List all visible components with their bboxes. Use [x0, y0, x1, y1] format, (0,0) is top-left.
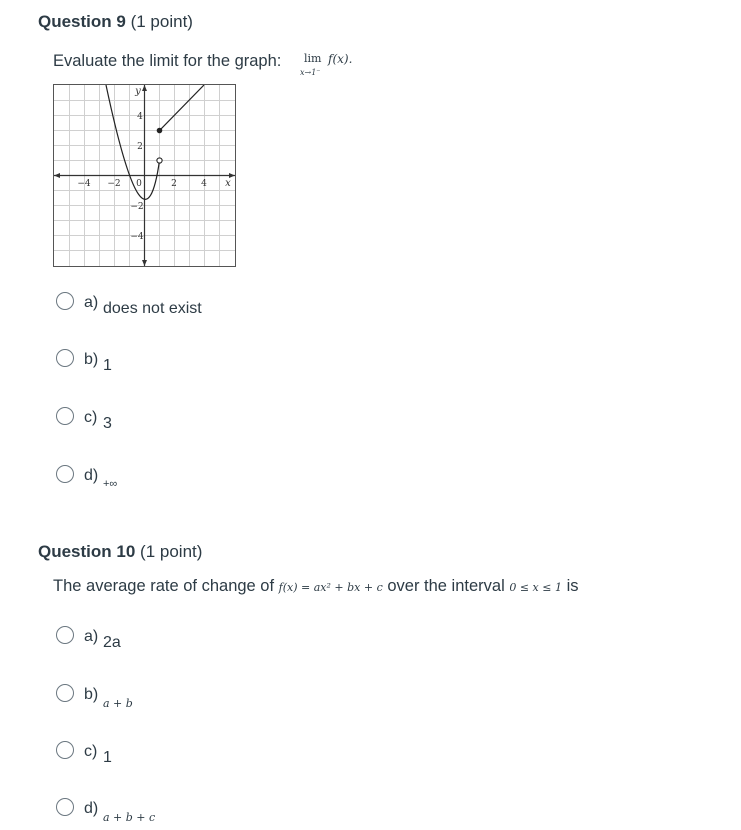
q9-option-d-text: +∞ [103, 478, 118, 490]
q10-prompt-before: The average rate of change of [53, 577, 275, 595]
limit-lim: lim [304, 52, 322, 65]
q10-option-a-letter: a) [84, 628, 99, 645]
q10-option-a[interactable] [56, 626, 356, 652]
q9-option-a-letter: a) [84, 294, 99, 311]
y-axis-label: y [135, 86, 141, 97]
q10-option-d-radio[interactable] [56, 798, 74, 816]
x-tick-neg2: −2 [107, 179, 121, 189]
y-tick-neg2: −2 [130, 202, 144, 212]
limit-graph [53, 84, 236, 267]
q10-option-d-text: a + b + c [103, 811, 156, 824]
x-tick-0: 0 [136, 179, 142, 189]
x-tick-neg4: −4 [77, 179, 91, 189]
q10-prompt-middle: over the interval [387, 577, 505, 595]
q10-option-b[interactable] [56, 684, 356, 710]
question-10-prompt [53, 577, 578, 596]
x-axis-arrow-left [54, 173, 60, 178]
question-10-number: Question 10 [38, 542, 136, 561]
q10-option-b-radio[interactable] [56, 684, 74, 702]
x-tick-2: 2 [171, 179, 177, 189]
x-tick-4: 4 [201, 179, 207, 189]
y-tick-2: 2 [137, 142, 143, 152]
q10-option-a-text: 2a [103, 634, 121, 651]
q9-option-b-letter: b) [84, 351, 99, 368]
q9-option-c-radio[interactable] [56, 407, 74, 425]
y-tick-4: 4 [137, 112, 143, 122]
q9-option-b[interactable] [56, 349, 356, 375]
q9-option-b-radio[interactable] [56, 349, 74, 367]
q9-option-c-letter: c) [84, 409, 98, 426]
open-endpoint [157, 158, 162, 163]
q9-option-c[interactable] [56, 407, 356, 433]
q9-option-a-radio[interactable] [56, 292, 74, 310]
question-10-points: (1 point) [140, 542, 203, 561]
q9-option-b-text: 1 [103, 357, 112, 374]
q10-option-c-letter: c) [84, 743, 98, 760]
limit-subscript: x→1⁻ [300, 68, 321, 77]
graph-svg [54, 85, 235, 266]
y-axis-arrow-up [142, 85, 147, 91]
q10-option-c-radio[interactable] [56, 741, 74, 759]
limit-function: f(x). [328, 52, 353, 66]
q10-option-b-letter: b) [84, 686, 99, 703]
linear-segment [160, 85, 205, 131]
q10-option-c[interactable] [56, 741, 356, 767]
question-9-number: Question 9 [38, 12, 126, 31]
q10-formula: f(x) = ax² + bx + c [278, 581, 383, 594]
y-tick-neg4: −4 [130, 232, 144, 242]
closed-endpoint [157, 128, 163, 134]
x-axis-label: x [225, 178, 231, 189]
q10-option-b-text: a + b [103, 697, 133, 710]
limit-expression [300, 52, 360, 82]
question-10-header [38, 542, 202, 562]
q10-prompt-after: is [566, 577, 579, 595]
q9-option-c-text: 3 [103, 415, 112, 432]
q10-option-d-letter: d) [84, 800, 99, 817]
q10-option-c-text: 1 [103, 749, 112, 766]
question-9-header [38, 12, 193, 32]
q9-option-a[interactable] [56, 292, 356, 318]
question-9-prompt: Evaluate the limit for the graph: [53, 52, 282, 70]
q9-option-a-text: does not exist [103, 300, 202, 317]
q9-option-d[interactable] [56, 465, 356, 491]
y-axis-arrow-down [142, 260, 147, 266]
q10-interval: 0 ≤ x ≤ 1 [509, 581, 562, 594]
q9-option-d-radio[interactable] [56, 465, 74, 483]
q9-option-d-letter: d) [84, 467, 99, 484]
q10-option-d[interactable] [56, 798, 356, 824]
q10-option-a-radio[interactable] [56, 626, 74, 644]
question-9-points: (1 point) [130, 12, 193, 31]
